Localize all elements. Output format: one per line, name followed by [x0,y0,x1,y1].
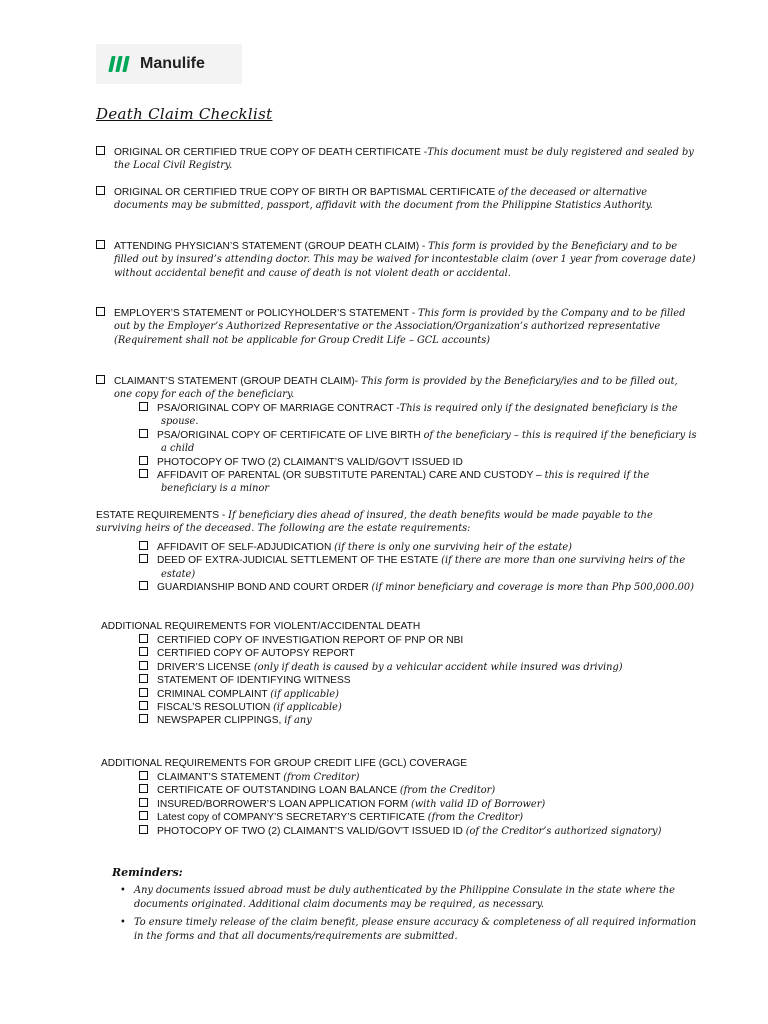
checklist-item: ORIGINAL OR CERTIFIED TRUE COPY OF BIRTH OR BAPTISMAL CERTIFICATE of the deceased or alternative documents may be submitted, passport, affidavit with the document from the Philippine Statistics Authority. [96,186,698,213]
checkbox-icon [139,402,148,411]
checkbox-icon [139,541,148,550]
estate-section: ESTATE REQUIREMENTS - If beneficiary dies ahead of insured, the death benefits would be made payable to the surviving heirs of the deceased. The following are the estate requirements: [96,510,653,535]
checkbox-icon [139,647,148,656]
brand-name: Manulife [140,55,205,73]
reminders-list [104,884,698,944]
list-item: PSA/ORIGINAL COPY OF CERTIFICATE OF LIVE BIRTH of the beneficiary – this is required if the beneficiary is a child [139,429,698,456]
violent-heading: ADDITIONAL REQUIREMENTS FOR VIOLENT/ACCIDENTAL DEATH [101,621,421,632]
checkbox-icon [96,240,105,249]
checkbox-icon [139,674,148,683]
manulife-logo [96,44,242,84]
list-item: INSURED/BORROWER’S LOAN APPLICATION FORM (with valid ID of Borrower) [139,798,698,811]
list-item: NEWSPAPER CLIPPINGS, if any [139,714,698,727]
list-item: Latest copy of COMPANY’S SECRETARY’S CERTIFICATE (from the Creditor) [139,811,698,824]
claimant-sub-list [139,402,698,496]
checkbox-icon [139,634,148,643]
checkbox-icon [96,307,105,316]
gcl-heading: ADDITIONAL REQUIREMENTS FOR GROUP CREDIT LIFE (GCL) COVERAGE [101,758,468,769]
checklist-item: ORIGINAL OR CERTIFIED TRUE COPY OF DEATH CERTIFICATE -This document must be duly registered and sealed by the Local Civil Registry. [96,146,698,173]
estate-list [139,541,698,595]
list-item: FISCAL’S RESOLUTION (if applicable) [139,701,698,714]
checkbox-icon [96,375,105,384]
list-item: DRIVER’S LICENSE (only if death is caused by a vehicular accident while insured was driving) [139,661,698,674]
list-item: PSA/ORIGINAL COPY OF MARRIAGE CONTRACT -This is required only if the designated beneficiary is the spouse. [139,402,698,429]
checkbox-icon [96,186,105,195]
list-item: AFFIDAVIT OF PARENTAL (OR SUBSTITUTE PARENTAL) CARE AND CUSTODY – this is required if the beneficiary is a minor [139,469,698,496]
reminder-item: • Any documents issued abroad must be duly authenticated by the Philippine Consulate in the state where the documents originated. Additional claim documents may be required, as necessary. [104,884,698,912]
checklist-item: CLAIMANT’S STATEMENT (GROUP DEATH CLAIM)- This form is provided by the Beneficiary/ies and to be filled out, one copy for each of the beneficiary. [96,375,698,402]
checkbox-icon [139,784,148,793]
reminders-heading: Reminders: [112,866,183,879]
checklist-item: EMPLOYER’S STATEMENT or POLICYHOLDER’S STATEMENT - This form is provided by the Company and to be filled out by the Employer’s Authorized Representative or the Association/Organization’s authorized representative (Requirement shall not be applicable for Group Credit Life – GCL accounts) [96,307,698,347]
gcl-list [139,771,698,838]
checkbox-icon [139,661,148,670]
checkbox-icon [139,456,148,465]
list-item: PHOTOCOPY OF TWO (2) CLAIMANT’S VALID/GOV’T ISSUED ID (of the Creditor’s authorized signatory) [139,825,698,838]
page-title: Death Claim Checklist [96,105,273,123]
list-item: STATEMENT OF IDENTIFYING WITNESS [139,674,698,687]
list-item: AFFIDAVIT OF SELF-ADJUDICATION (if there is only one surviving heir of the estate) [139,541,698,554]
list-item: CERTIFICATE OF OUTSTANDING LOAN BALANCE (from the Creditor) [139,784,698,797]
list-item: CERTIFIED COPY OF AUTOPSY REPORT [139,647,698,660]
checkbox-icon [139,581,148,590]
checkbox-icon [139,811,148,820]
checkbox-icon [139,714,148,723]
list-item: CRIMINAL COMPLAINT (if applicable) [139,688,698,701]
list-item: GUARDIANSHIP BOND AND COURT ORDER (if minor beneficiary and coverage is more than Php 500,000.00) [139,581,698,594]
list-item: CLAIMANT’S STATEMENT (from Creditor) [139,771,698,784]
list-item: PHOTOCOPY OF TWO (2) CLAIMANT’S VALID/GOV’T ISSUED ID [139,456,698,469]
checkbox-icon [139,798,148,807]
checkbox-icon [96,146,105,155]
list-item: CERTIFIED COPY OF INVESTIGATION REPORT OF PNP OR NBI [139,634,698,647]
checkbox-icon [139,825,148,834]
violent-list [139,634,698,728]
checklist-item: ATTENDING PHYSICIAN’S STATEMENT (GROUP DEATH CLAIM) - This form is provided by the Beneficiary and to be filled out by insured’s attending doctor. This may be waived for incontestable claim (over 1 year from coverage date) without accidental benefit and cause of death is not violent death or accidental. [96,240,698,280]
list-item: DEED OF EXTRA-JUDICIAL SETTLEMENT OF THE ESTATE (if there are more than one surviving heirs of the estate) [139,554,698,581]
checkbox-icon [139,701,148,710]
checkbox-icon [139,771,148,780]
checkbox-icon [139,429,148,438]
checkbox-icon [139,469,148,478]
checkbox-icon [139,554,148,563]
checkbox-icon [139,688,148,697]
reminder-item: • To ensure timely release of the claim benefit, please ensure accuracy & completeness of all required information in the forms and that all documents/requirements are submitted. [104,916,698,944]
manulife-logo-icon [108,54,132,74]
